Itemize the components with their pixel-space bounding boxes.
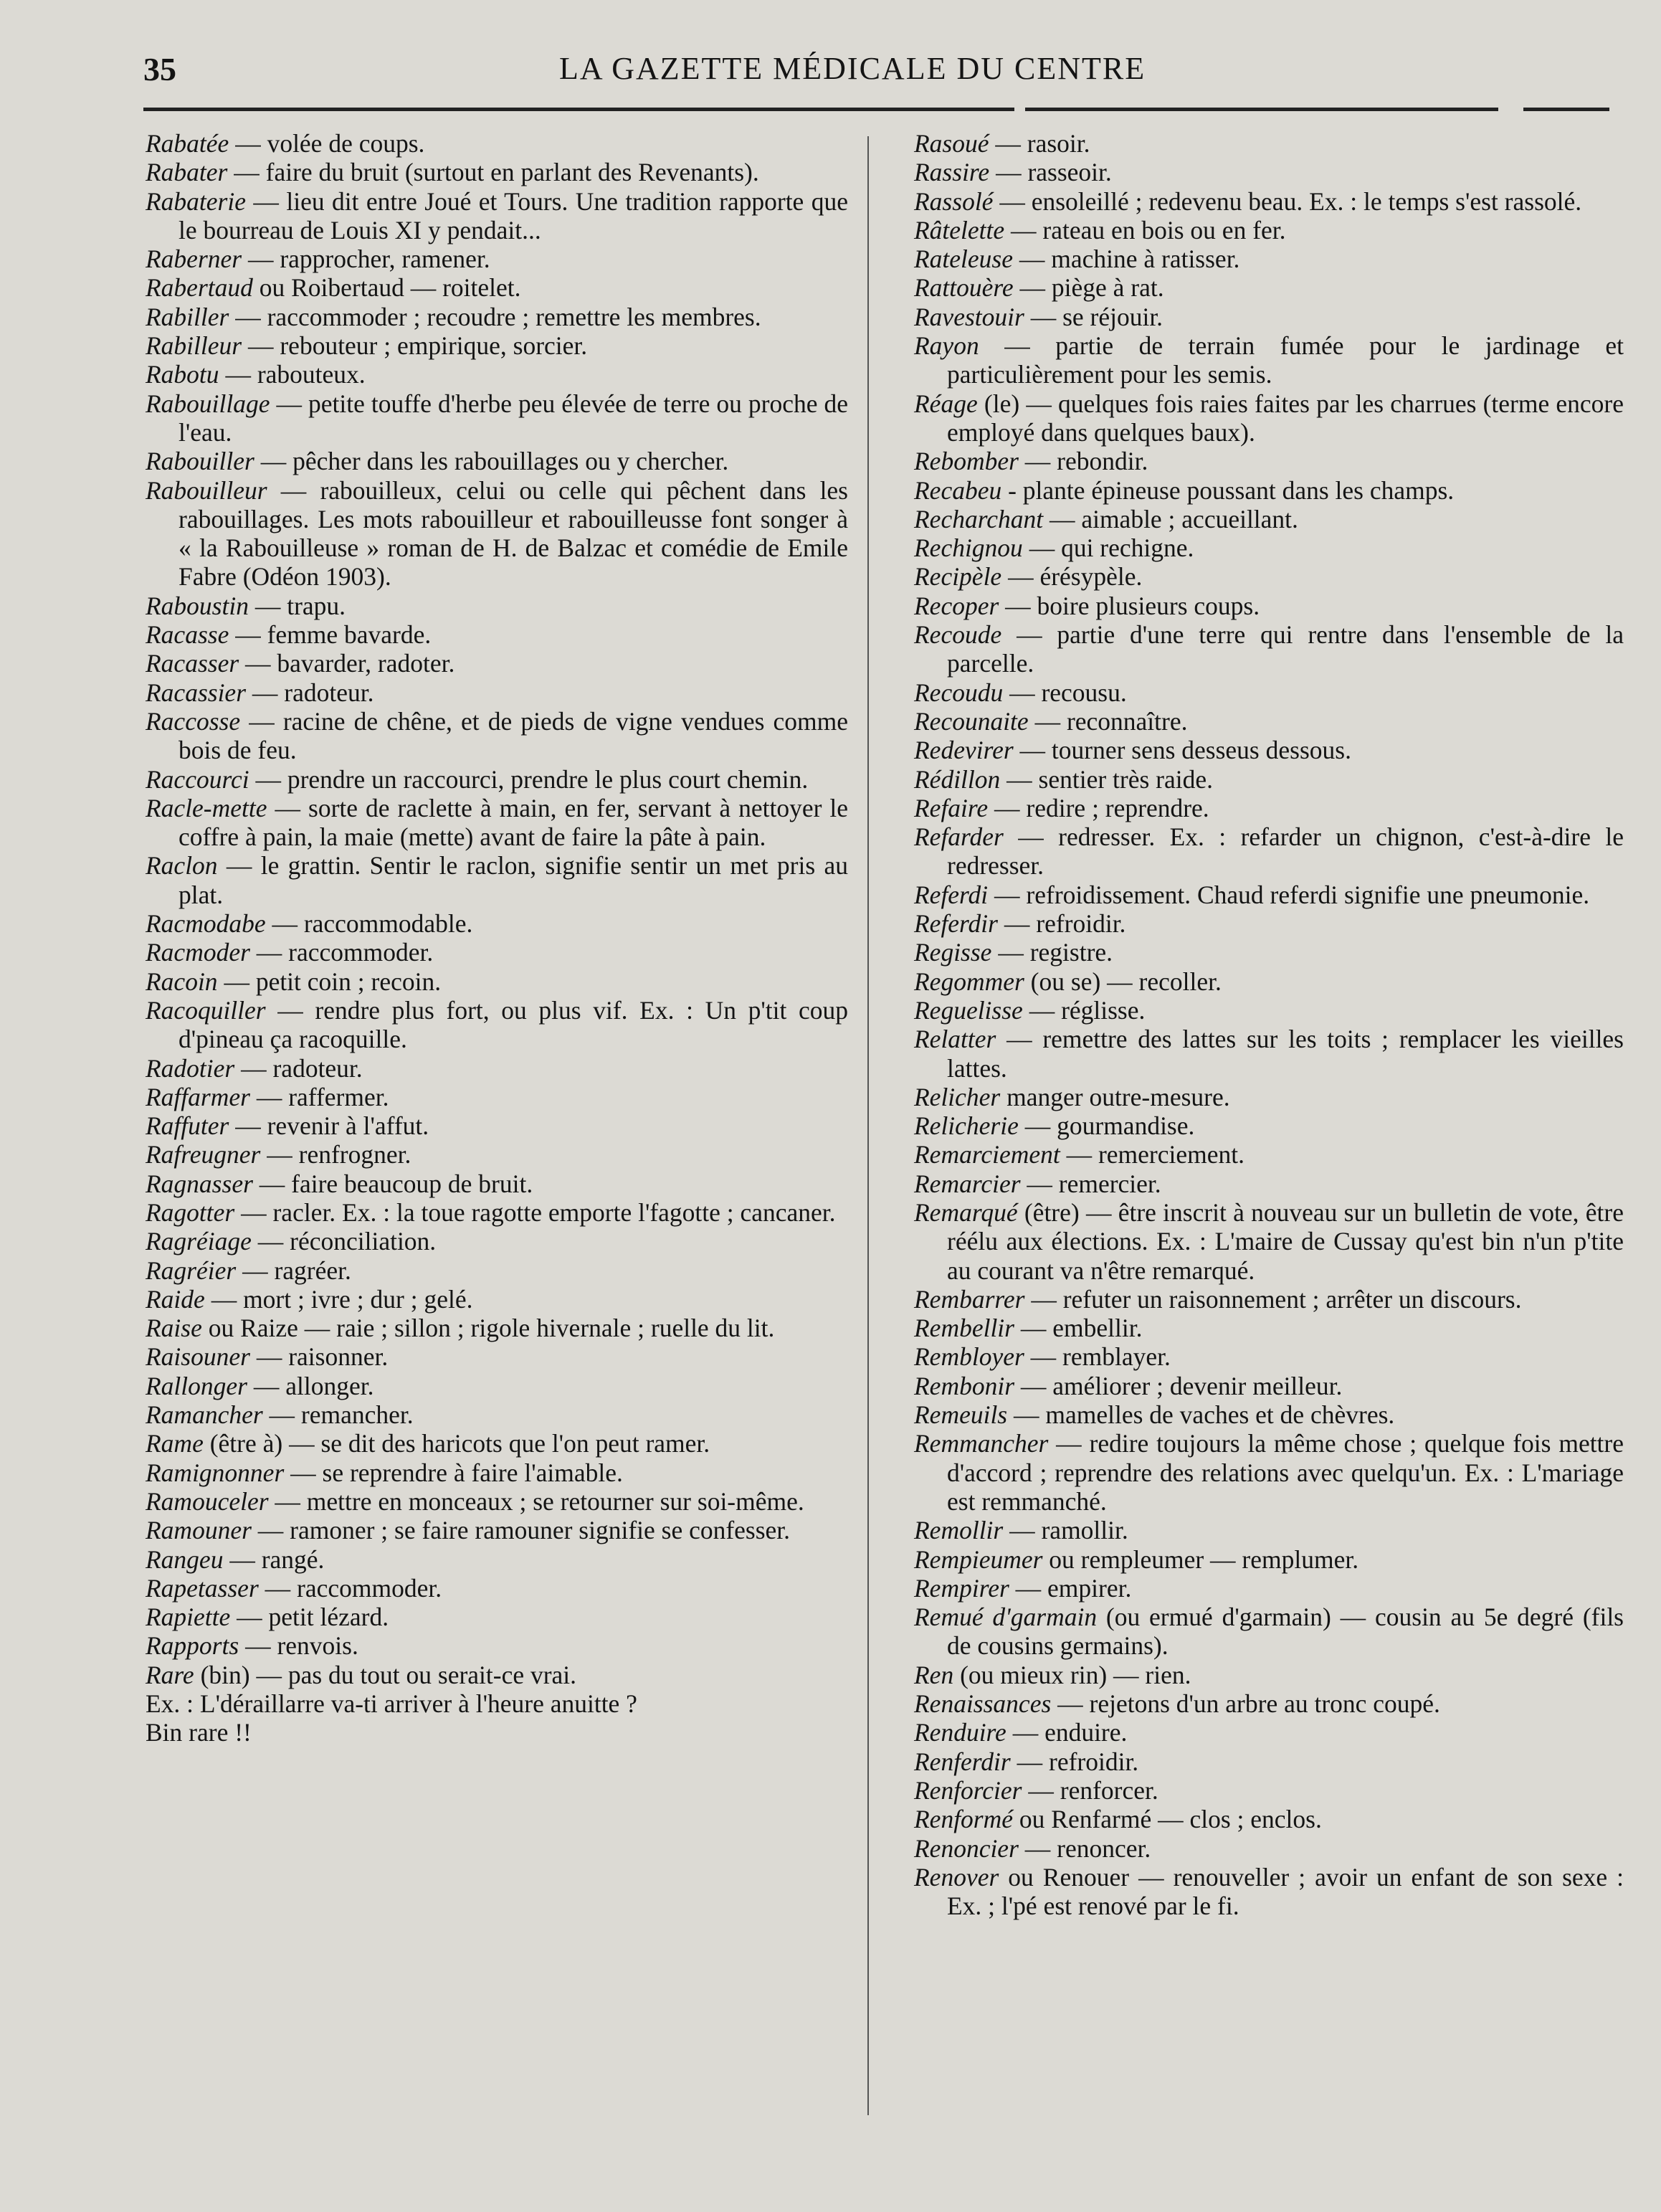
entry-definition: — machine à ratisser. <box>1019 245 1240 274</box>
glossary-entry <box>146 129 848 158</box>
entry-headword: Râtelette <box>914 215 1005 245</box>
glossary-entry <box>146 303 848 331</box>
glossary-entry <box>146 1661 848 1747</box>
entry-definition: — enduire. <box>1012 1718 1128 1747</box>
glossary-entry <box>146 765 848 794</box>
glossary-entry <box>914 187 1624 216</box>
glossary-entry <box>146 273 848 302</box>
entry-definition: — revenir à l'affut. <box>235 1111 429 1141</box>
glossary-entry <box>914 620 1624 678</box>
entry-example: Bin rare !! <box>146 1718 252 1747</box>
entry-headword: Rassire <box>914 158 990 187</box>
entry-definition: — mettre en monceaux ; se retourner sur soi-même. <box>275 1486 804 1516</box>
header-rule <box>143 108 1014 111</box>
glossary-entry <box>146 1545 848 1574</box>
entry-headword: Radotier <box>146 1053 235 1083</box>
entry-definition: — racler. Ex. : la toue ragotte emporte l'fagotte ; cancaner. <box>241 1197 836 1227</box>
entry-headword: Renaissances <box>914 1689 1052 1719</box>
entry-headword: Racassier <box>146 678 247 707</box>
entry-definition: — se réjouir. <box>1030 302 1163 331</box>
entry-definition: — faire beaucoup de bruit. <box>259 1169 533 1198</box>
glossary-entry <box>914 447 1624 475</box>
glossary-entry <box>914 476 1624 505</box>
entry-definition: — radoteur. <box>241 1053 363 1083</box>
glossary-entry <box>914 158 1624 186</box>
glossary-entry <box>146 1083 848 1111</box>
entry-headword: Rabater <box>146 158 228 187</box>
entry-headword: Ravestouir <box>914 302 1024 331</box>
entry-definition: ou Renfarmé — clos ; enclos. <box>1019 1805 1322 1834</box>
entry-headword: Relicherie <box>914 1111 1019 1141</box>
glossary-entry <box>914 1025 1624 1083</box>
glossary-entry <box>146 1516 848 1544</box>
entry-headword: Racmoder <box>146 938 250 967</box>
column-divider <box>867 136 869 2115</box>
entry-headword: Refaire <box>914 793 989 822</box>
entry-headword: Raboustin <box>146 591 249 620</box>
glossary-entry <box>146 1256 848 1285</box>
entry-headword: Racasser <box>146 649 239 678</box>
entry-example: Ex. : L'déraillarre va-ti arriver à l'heure anuitte ? <box>146 1689 637 1719</box>
entry-headword: Relatter <box>914 1025 996 1054</box>
entry-headword: Raccosse <box>146 706 241 736</box>
entry-definition: (le) — quelques fois raies faites par les charrues (terme encore employé dans quelques baux). <box>947 389 1624 447</box>
entry-definition: — rateau en bois ou en fer. <box>1011 215 1286 245</box>
entry-definition: - plante épineuse poussant dans les champs. <box>1008 475 1455 505</box>
entry-definition: — ragréer. <box>242 1255 351 1285</box>
entry-headword: Raberner <box>146 245 242 274</box>
entry-definition: — redire toujours la même chose ; quelque fois mettre d'accord ; reprendre des relations avec quelqu'un. Ex. : L'mariage est remmanché. <box>947 1429 1624 1516</box>
entry-definition: (être) — être inscrit à nouveau sur un bulletin de vote, être réélu aux élections. Ex. : L'maire de Cussay qu'est bin n'un p'tite au courant va n'être remarqué. <box>947 1197 1624 1285</box>
entry-headword: Renforcier <box>914 1775 1022 1805</box>
entry-definition: — prendre un raccourci, prendre le plus court chemin. <box>255 764 809 794</box>
entry-headword: Racoin <box>146 967 218 996</box>
glossary-entry <box>146 1140 848 1169</box>
glossary-entry <box>146 938 848 967</box>
glossary-entry <box>146 1631 848 1660</box>
glossary-column-right <box>914 129 1624 1920</box>
entry-definition: — se reprendre à faire l'aimable. <box>290 1458 623 1487</box>
entry-headword: Racoquiller <box>146 995 266 1025</box>
entry-headword: Remarcier <box>914 1169 1021 1198</box>
entry-definition: — recousu. <box>1009 678 1127 707</box>
entry-headword: Rassolé <box>914 186 994 216</box>
glossary-entry <box>914 1314 1624 1342</box>
glossary-entry <box>146 331 848 360</box>
entry-headword: Raisouner <box>146 1342 250 1372</box>
entry-headword: Racasse <box>146 620 229 650</box>
entry-headword: Rare <box>146 1660 194 1689</box>
entry-headword: Ren <box>914 1660 954 1689</box>
glossary-entry <box>914 129 1624 158</box>
glossary-entry <box>914 1285 1624 1314</box>
entry-headword: Rabotu <box>146 360 219 389</box>
entry-definition: — mort ; ivre ; dur ; gelé. <box>211 1284 473 1314</box>
glossary-entry <box>146 996 848 1054</box>
entry-headword: Rafreugner <box>146 1140 261 1169</box>
entry-headword: Remollir <box>914 1516 1004 1545</box>
glossary-entry <box>146 967 848 996</box>
entry-definition: — rebondir. <box>1024 447 1148 476</box>
glossary-entry <box>146 620 848 649</box>
entry-definition: — empirer. <box>1015 1573 1132 1603</box>
glossary-entry <box>146 1603 848 1631</box>
glossary-entry <box>146 447 848 475</box>
entry-headword: Recharchant <box>914 504 1044 533</box>
header-rule <box>1523 108 1609 111</box>
entry-definition: — redire ; reprendre. <box>994 793 1209 822</box>
entry-headword: Renformé <box>914 1805 1014 1834</box>
entry-definition: — piège à rat. <box>1019 273 1164 303</box>
entry-headword: Racle-mette <box>146 793 267 822</box>
glossary-entry <box>914 505 1624 533</box>
entry-headword: Rangeu <box>146 1544 224 1574</box>
entry-definition: — aimable ; accueillant. <box>1049 504 1298 533</box>
entry-headword: Rechignou <box>914 533 1023 563</box>
glossary-entry <box>146 1111 848 1140</box>
entry-headword: Ragotter <box>146 1197 235 1227</box>
entry-definition: — bavarder, radoter. <box>245 649 455 678</box>
entry-definition: — qui rechigne. <box>1029 533 1194 563</box>
glossary-entry <box>914 1083 1624 1111</box>
entry-headword: Ramignonner <box>146 1458 285 1487</box>
entry-definition: (ou ermué d'garmain) — cousin au 5e degré (fils de cousins germains). <box>947 1603 1624 1661</box>
entry-headword: Refarder <box>914 822 1004 852</box>
glossary-entry <box>146 707 848 765</box>
entry-headword: Rallonger <box>146 1371 247 1400</box>
entry-headword: Rabatée <box>146 129 229 158</box>
entry-definition: — remercier. <box>1027 1169 1161 1198</box>
entry-definition: (être à) — se dit des haricots que l'on peut ramer. <box>209 1429 710 1458</box>
entry-headword: Rabilleur <box>146 331 242 361</box>
entry-headword: Rabiller <box>146 302 229 331</box>
entry-headword: Renoncier <box>914 1833 1019 1863</box>
entry-headword: Referdir <box>914 909 998 939</box>
entry-definition: (ou mieux rin) — rien. <box>960 1660 1191 1689</box>
glossary-entry <box>914 1661 1624 1689</box>
glossary-entry <box>146 360 848 389</box>
entry-definition: — boire plusieurs coups. <box>1005 591 1260 620</box>
entry-definition: — rapprocher, ramener. <box>247 245 490 274</box>
entry-headword: Recoude <box>914 620 1002 650</box>
entry-definition: — raisonner. <box>256 1342 389 1372</box>
glossary-entry <box>914 794 1624 822</box>
entry-definition: — radoteur. <box>252 678 374 707</box>
entry-headword: Remmancher <box>914 1429 1049 1458</box>
entry-definition: (ou se) — recoller. <box>1030 967 1222 996</box>
glossary-entry <box>914 1111 1624 1140</box>
entry-definition: — remettre des lattes sur les toits ; remplacer les vieilles lattes. <box>947 1025 1624 1083</box>
glossary-entry <box>146 1169 848 1198</box>
entry-definition: — racine de chêne, et de pieds de vigne vendues comme bois de feu. <box>179 706 848 765</box>
glossary-entry <box>146 592 848 620</box>
glossary-entry <box>146 1429 848 1458</box>
entry-headword: Rédillon <box>914 764 1001 794</box>
entry-definition: — raccommoder. <box>265 1573 442 1603</box>
entry-definition: — le grattin. Sentir le raclon, signifie sentir un met pris au plat. <box>179 851 848 909</box>
glossary-entry <box>146 1574 848 1603</box>
entry-definition: — remerciement. <box>1066 1140 1244 1169</box>
glossary-entry <box>914 1574 1624 1603</box>
glossary-entry <box>146 909 848 938</box>
glossary-entry <box>914 1372 1624 1400</box>
entry-definition: — mamelles de vaches et de chèvres. <box>1014 1400 1395 1430</box>
glossary-entry <box>146 1342 848 1371</box>
entry-headword: Rapiette <box>146 1603 231 1632</box>
entry-definition: — rabouteux. <box>225 360 366 389</box>
glossary-entry <box>914 562 1624 591</box>
entry-headword: Ragréiage <box>146 1227 252 1256</box>
glossary-entry <box>914 533 1624 562</box>
entry-definition: — réglisse. <box>1029 995 1146 1025</box>
entry-definition: — partie d'une terre qui rentre dans l'ensemble de la parcelle. <box>947 620 1624 678</box>
glossary-entry <box>914 1169 1624 1198</box>
entry-headword: Referdi <box>914 880 989 909</box>
entry-definition: — petit lézard. <box>237 1603 389 1632</box>
entry-headword: Raffarmer <box>146 1082 250 1111</box>
glossary-entry <box>914 1689 1624 1718</box>
glossary-entry <box>914 245 1624 273</box>
entry-headword: Rasoué <box>914 129 989 158</box>
glossary-entry <box>146 678 848 707</box>
glossary-entry <box>914 938 1624 967</box>
glossary-entry <box>914 1747 1624 1776</box>
entry-definition: — refroidissement. Chaud referdi signifie une pneumonie. <box>994 880 1590 909</box>
entry-definition: — lieu dit entre Joué et Tours. Une tradition rapporte que le bourreau de Louis XI y pendait... <box>179 186 848 245</box>
entry-headword: Rayon <box>914 331 979 361</box>
entry-definition: — rangé. <box>229 1544 325 1574</box>
glossary-entry <box>146 389 848 447</box>
entry-headword: Racmodabe <box>146 909 266 939</box>
glossary-entry <box>146 1458 848 1487</box>
entry-headword: Recoudu <box>914 678 1004 707</box>
glossary-entry <box>146 1372 848 1400</box>
entry-definition: — redresser. Ex. : refarder un chignon, c'est-à-dire le redresser. <box>947 822 1624 880</box>
entry-definition: — gourmandise. <box>1024 1111 1195 1141</box>
glossary-entry <box>914 389 1624 447</box>
glossary-entry <box>146 1054 848 1083</box>
glossary-entry <box>914 1545 1624 1574</box>
entry-headword: Remarciement <box>914 1140 1060 1169</box>
entry-definition: — renvois. <box>245 1631 358 1661</box>
entry-definition: — refuter un raisonnement ; arrêter un discours. <box>1031 1284 1522 1314</box>
entry-headword: Recipèle <box>914 562 1002 592</box>
glossary-entry <box>146 649 848 678</box>
entry-headword: Rembellir <box>914 1314 1014 1343</box>
entry-definition: — partie de terrain fumée pour le jardinage et particulièrement pour les semis. <box>947 331 1624 389</box>
glossary-entry <box>914 765 1624 794</box>
entry-definition: — femme bavarde. <box>235 620 432 650</box>
glossary-entry <box>914 216 1624 245</box>
entry-definition: — ensoleillé ; redevenu beau. Ex. : le temps s'est rassolé. <box>999 186 1582 216</box>
glossary-entry <box>146 1198 848 1227</box>
entry-definition: — embellir. <box>1020 1314 1143 1343</box>
entry-headword: Rebomber <box>914 447 1019 476</box>
glossary-entry <box>146 245 848 273</box>
entry-headword: Rempieumer <box>914 1544 1043 1574</box>
entry-definition: — refroidir. <box>1017 1747 1139 1776</box>
entry-definition: — remancher. <box>269 1400 414 1430</box>
glossary-entry <box>146 1314 848 1342</box>
entry-headword: Rattouère <box>914 273 1014 303</box>
entry-definition: — registre. <box>998 938 1113 967</box>
glossary-entry <box>914 1834 1624 1863</box>
entry-definition: — renfrogner. <box>267 1140 411 1169</box>
entry-headword: Raclon <box>146 851 218 880</box>
entry-headword: Recounaite <box>914 706 1029 736</box>
entry-headword: Rembarrer <box>914 1284 1025 1314</box>
entry-definition: — raccommoder ; recoudre ; remettre les membres. <box>235 302 761 331</box>
entry-definition: ou Roibertaud — roitelet. <box>259 273 521 303</box>
glossary-entry <box>914 1516 1624 1544</box>
entry-headword: Raffuter <box>146 1111 229 1141</box>
glossary-entry <box>914 707 1624 736</box>
glossary-entry <box>146 187 848 245</box>
entry-definition: — tourner sens desseus dessous. <box>1019 736 1351 765</box>
glossary-entry <box>914 996 1624 1025</box>
glossary-entry <box>914 273 1624 302</box>
entry-definition: — améliorer ; devenir meilleur. <box>1020 1371 1343 1400</box>
glossary-entry <box>914 880 1624 909</box>
entry-headword: Ragréier <box>146 1255 237 1285</box>
entry-headword: Renferdir <box>914 1747 1011 1776</box>
entry-headword: Rame <box>146 1429 204 1458</box>
glossary-entry <box>914 1805 1624 1833</box>
glossary-column-left <box>146 129 848 1747</box>
entry-headword: Raide <box>146 1284 205 1314</box>
entry-definition: ou Raize — raie ; sillon ; rigole hivernale ; ruelle du lit. <box>208 1314 775 1343</box>
entry-definition: ou Renouer — renouveller ; avoir un enfant de son sexe : Ex. ; l'pé est renové par le fi. <box>947 1862 1624 1921</box>
entry-headword: Recoper <box>914 591 999 620</box>
glossary-entry <box>146 1400 848 1429</box>
entry-definition: — refroidir. <box>1004 909 1126 939</box>
glossary-entry <box>914 1342 1624 1371</box>
entry-headword: Regommer <box>914 967 1024 996</box>
entry-definition: — raccommoder. <box>256 938 434 967</box>
entry-headword: Réage <box>914 389 978 418</box>
glossary-entry <box>146 851 848 909</box>
entry-definition: — petit coin ; recoin. <box>224 967 442 996</box>
entry-definition: — rabouilleux, celui ou celle qui pêchent dans les rabouillages. Les mots rabouilleur et rabouilleusse font songer à « la Rabouilleuse » roman de H. de Balzac et comédie de Emile Fabre (Odéon 1903). <box>179 475 849 592</box>
page-number: 35 <box>143 51 176 87</box>
entry-definition: — érésypèle. <box>1008 562 1143 592</box>
entry-headword: Ramouner <box>146 1516 252 1545</box>
entry-definition: — faire du bruit (surtout en parlant des Revenants). <box>234 158 759 187</box>
entry-headword: Raise <box>146 1314 202 1343</box>
glossary-entry <box>914 1863 1624 1921</box>
entry-headword: Rabouilleur <box>146 475 267 505</box>
entry-headword: Rembonir <box>914 1371 1015 1400</box>
entry-headword: Rembloyer <box>914 1342 1024 1372</box>
glossary-entry <box>914 822 1624 880</box>
glossary-entry <box>914 736 1624 764</box>
glossary-entry <box>914 1198 1624 1285</box>
entry-definition: — sentier très raide. <box>1006 764 1213 794</box>
glossary-entry <box>914 303 1624 331</box>
entry-definition: — ramoner ; se faire ramouner signifie se confesser. <box>257 1516 791 1545</box>
glossary-entry <box>914 1140 1624 1169</box>
entry-definition: — rasseoir. <box>996 158 1112 187</box>
entry-definition: — renoncer. <box>1024 1833 1151 1863</box>
glossary-entry <box>914 678 1624 707</box>
entry-headword: Ragnasser <box>146 1169 253 1198</box>
glossary-entry <box>914 967 1624 996</box>
glossary-entry <box>914 909 1624 938</box>
entry-headword: Rabouillage <box>146 389 270 418</box>
entry-headword: Rapetasser <box>146 1573 259 1603</box>
entry-definition: — réconciliation. <box>257 1227 437 1256</box>
entry-headword: Rabaterie <box>146 186 246 216</box>
entry-headword: Rempirer <box>914 1573 1009 1603</box>
entry-definition: — ramollir. <box>1009 1516 1128 1545</box>
entry-headword: Renduire <box>914 1718 1006 1747</box>
entry-definition: (bin) — pas du tout ou serait-ce vrai. <box>200 1660 577 1689</box>
entry-headword: Raccourci <box>146 764 249 794</box>
entry-headword: Remué d'garmain <box>914 1603 1098 1632</box>
entry-definition: — raccommodable. <box>272 909 473 939</box>
running-title: LA GAZETTE MÉDICALE DU CENTRE <box>559 51 1146 86</box>
entry-headword: Rabertaud <box>146 273 253 303</box>
entry-headword: Regisse <box>914 938 992 967</box>
glossary-entry <box>146 476 848 592</box>
entry-definition: — sorte de raclette à main, en fer, servant à nettoyer le coffre à pain, la maie (mette) avant de faire la pâte à pain. <box>179 793 848 852</box>
glossary-entry <box>914 1776 1624 1805</box>
glossary-entry <box>914 1429 1624 1516</box>
glossary-entry <box>914 1718 1624 1747</box>
entry-headword: Remeuils <box>914 1400 1008 1430</box>
entry-headword: Renover <box>914 1862 999 1891</box>
entry-definition: — petite touffe d'herbe peu élevée de terre ou proche de l'eau. <box>179 389 848 447</box>
glossary-entry <box>146 1285 848 1314</box>
entry-headword: Rabouiller <box>146 447 254 476</box>
page-header <box>143 50 1613 108</box>
glossary-entry <box>914 331 1624 389</box>
glossary-entry <box>146 1487 848 1516</box>
glossary-entry <box>914 1400 1624 1429</box>
entry-definition: — pêcher dans les rabouillages ou y chercher. <box>260 447 729 476</box>
entry-definition: manger outre-mesure. <box>1006 1082 1230 1111</box>
entry-definition: — volée de coups. <box>235 129 425 158</box>
entry-definition: — rendre plus fort, ou plus vif. Ex. : Un p'tit coup d'pineau ça racoquille. <box>179 995 848 1054</box>
glossary-entry <box>146 794 848 852</box>
entry-definition: — rasoir. <box>995 129 1090 158</box>
glossary-entry <box>914 1603 1624 1661</box>
entry-definition: — renforcer. <box>1028 1775 1158 1805</box>
entry-headword: Rapports <box>146 1631 239 1661</box>
entry-headword: Rateleuse <box>914 245 1013 274</box>
entry-definition: — rebouteur ; empirique, sorcier. <box>247 331 588 361</box>
entry-headword: Recabeu <box>914 475 1002 505</box>
entry-definition: ou rempleumer — remplumer. <box>1049 1544 1359 1574</box>
entry-headword: Redevirer <box>914 736 1014 765</box>
entry-definition: — trapu. <box>254 591 346 620</box>
entry-headword: Relicher <box>914 1082 1001 1111</box>
entry-definition: — remblayer. <box>1030 1342 1171 1372</box>
entry-definition: — reconnaître. <box>1034 706 1188 736</box>
entry-headword: Ramancher <box>146 1400 263 1430</box>
entry-headword: Ramouceler <box>146 1486 269 1516</box>
glossary-entry <box>146 1227 848 1255</box>
entry-headword: Remarqué <box>914 1197 1018 1227</box>
entry-headword: Reguelisse <box>914 995 1023 1025</box>
entry-definition: — raffermer. <box>256 1082 389 1111</box>
entry-definition: — allonger. <box>253 1371 374 1400</box>
entry-definition: — rejetons d'un arbre au tronc coupé. <box>1057 1689 1440 1719</box>
glossary-entry <box>914 592 1624 620</box>
header-rule <box>1025 108 1498 111</box>
glossary-entry <box>146 158 848 186</box>
